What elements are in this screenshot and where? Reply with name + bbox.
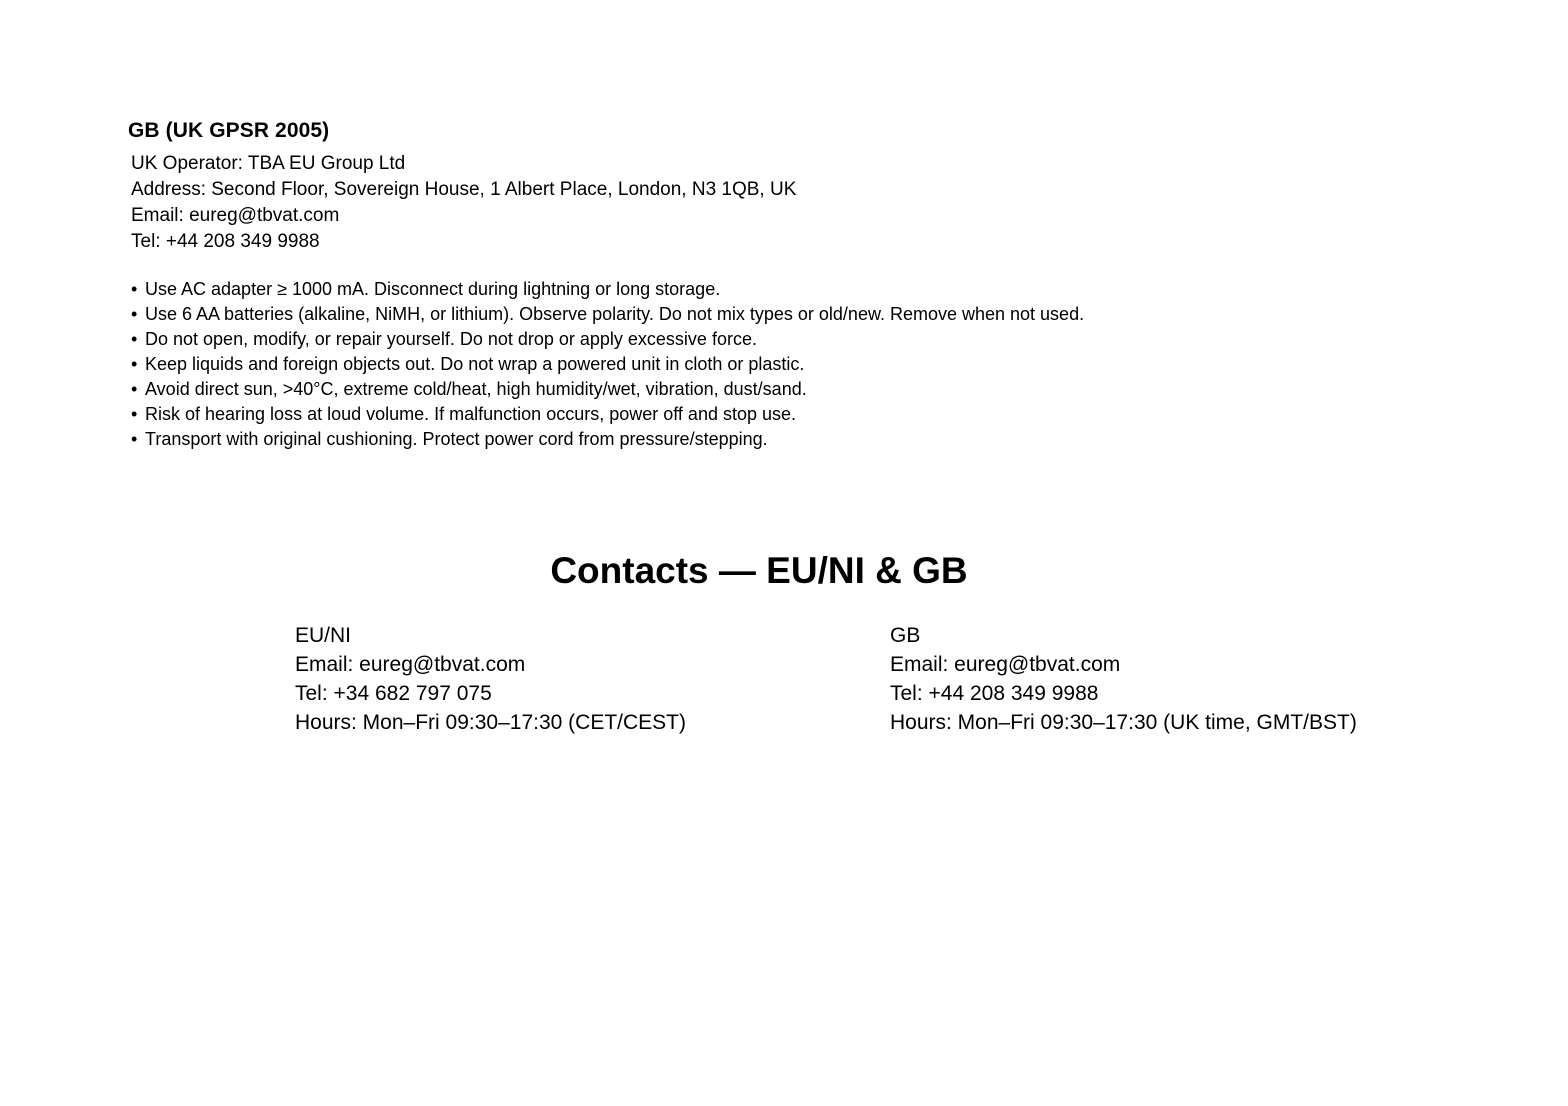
safety-item-text: Risk of hearing loss at loud volume. If malfunction occurs, power off and stop use.: [145, 404, 797, 424]
contact-email: Email: eureg@tbvat.com: [890, 653, 1121, 676]
bullet-icon: •: [131, 379, 138, 399]
bullet-icon: •: [131, 354, 138, 374]
operator-tel: Tel: +44 208 349 9988: [131, 231, 320, 252]
operator-name: UK Operator: TBA EU Group Ltd: [131, 153, 406, 174]
list-item: [131, 377, 1084, 402]
operator-email: Email: eureg@tbvat.com: [131, 205, 340, 226]
bullet-icon: •: [131, 404, 138, 424]
list-item: [131, 352, 1084, 377]
list-item: [131, 402, 1084, 427]
safety-item-text: Use AC adapter ≥ 1000 mA. Disconnect during lightning or long storage.: [145, 279, 721, 299]
operator-address: Address: Second Floor, Sovereign House, 1 Albert Place, London, N3 1QB, UK: [131, 179, 797, 200]
safety-item-text: Transport with original cushioning. Protect power cord from pressure/stepping.: [145, 429, 768, 449]
gb-section-title: GB (UK GPSR 2005): [128, 119, 330, 142]
list-item: [131, 327, 1084, 352]
contact-hours: Hours: Mon–Fri 09:30–17:30 (UK time, GMT/BST): [890, 711, 1357, 734]
contact-tel: Tel: +44 208 349 9988: [890, 682, 1099, 705]
contact-column-gb: [890, 621, 1357, 737]
contact-region-label: GB: [890, 624, 921, 647]
contacts-heading: Contacts — EU/NI & GB: [550, 550, 968, 591]
list-item: [131, 427, 1084, 452]
contact-email: Email: eureg@tbvat.com: [295, 653, 526, 676]
contact-column-eu-ni: [295, 621, 686, 737]
list-item: [131, 277, 1084, 302]
contact-region-label: EU/NI: [295, 624, 352, 647]
bullet-icon: •: [131, 429, 138, 449]
list-item: [131, 302, 1084, 327]
bullet-icon: •: [131, 304, 138, 324]
safety-instructions-list: [131, 277, 1084, 452]
safety-item-text: Do not open, modify, or repair yourself. Do not drop or apply excessive force.: [145, 329, 757, 349]
bullet-icon: •: [131, 279, 138, 299]
contact-tel: Tel: +34 682 797 075: [295, 682, 492, 705]
bullet-icon: •: [131, 329, 138, 349]
safety-item-text: Keep liquids and foreign objects out. Do not wrap a powered unit in cloth or plastic.: [145, 354, 805, 374]
safety-item-text: Avoid direct sun, >40°C, extreme cold/heat, high humidity/wet, vibration, dust/sand.: [145, 379, 807, 399]
contact-hours: Hours: Mon–Fri 09:30–17:30 (CET/CEST): [295, 711, 686, 734]
uk-operator-info: [131, 151, 796, 255]
safety-item-text: Use 6 AA batteries (alkaline, NiMH, or lithium). Observe polarity. Do not mix types or old/new. Remove when not used.: [145, 304, 1085, 324]
